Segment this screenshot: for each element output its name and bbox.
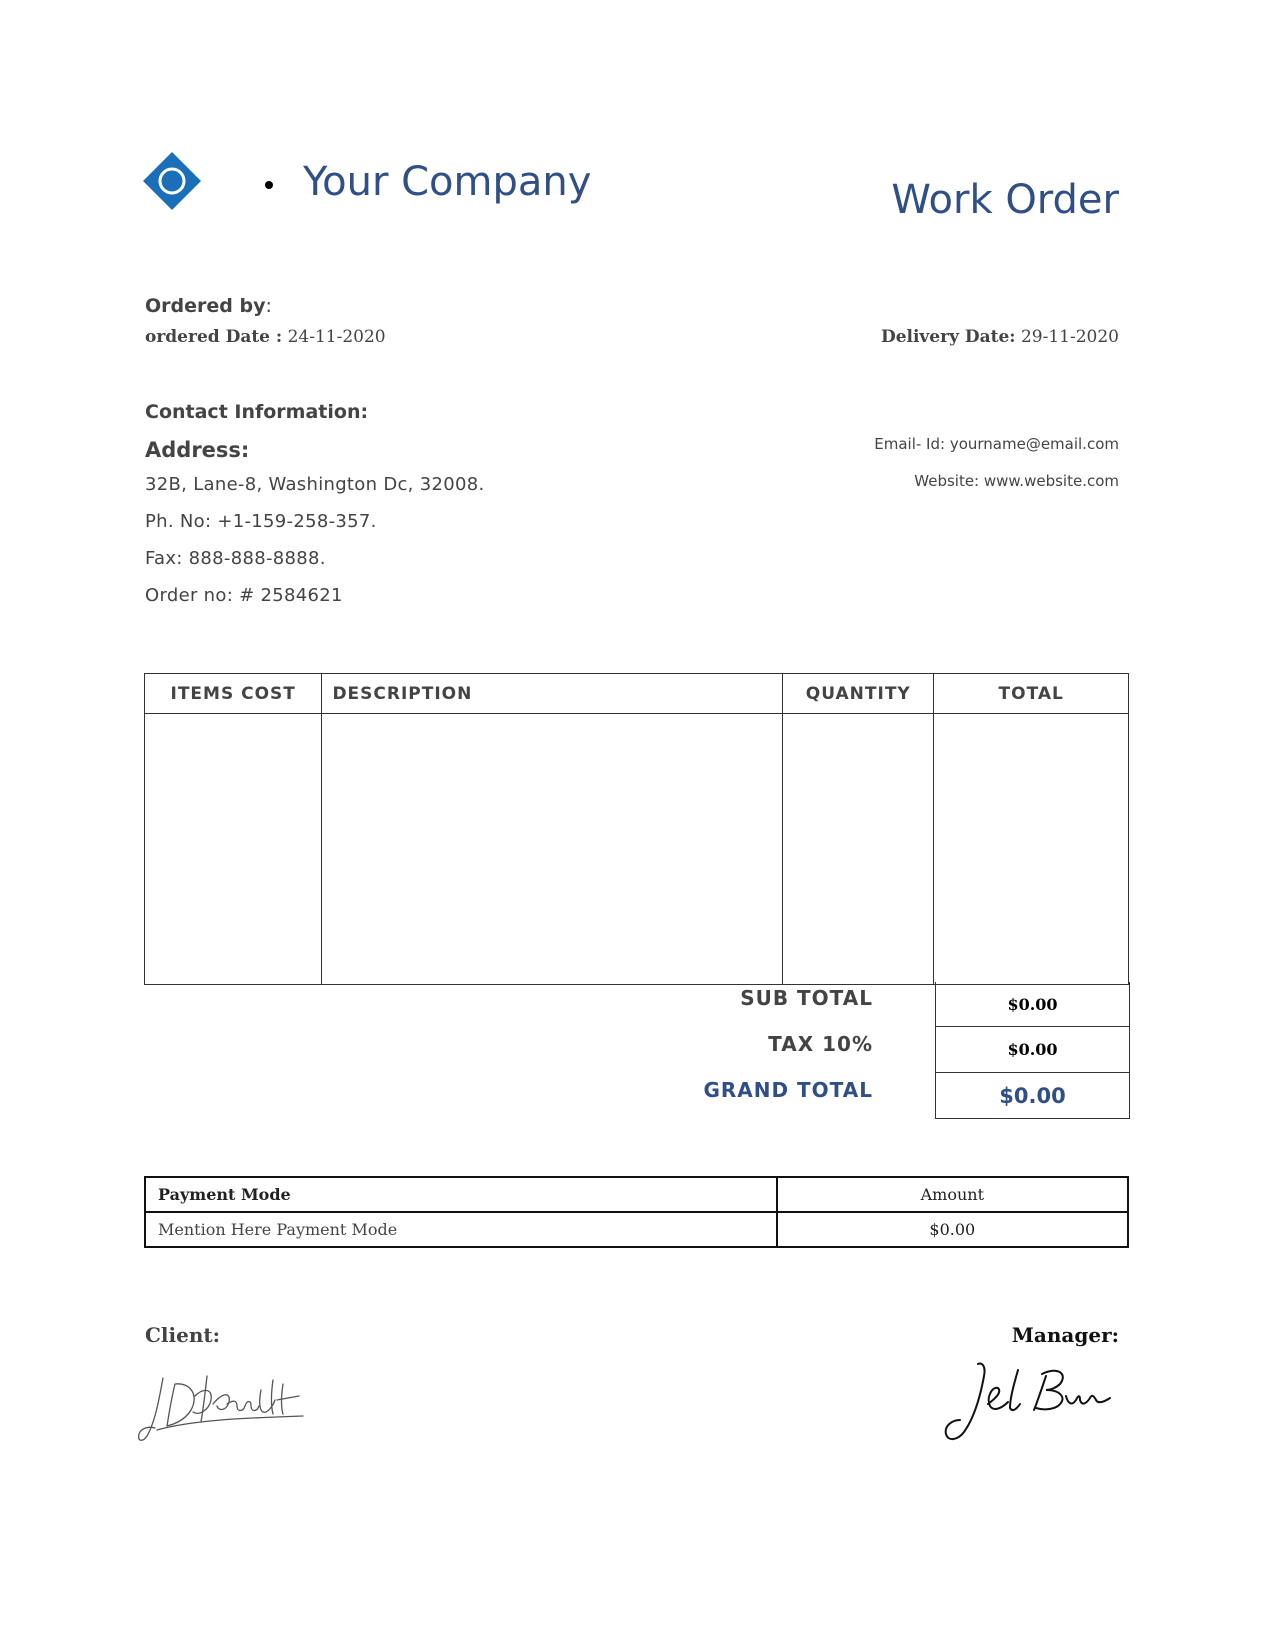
payment-table-header xyxy=(145,1177,1128,1212)
ordered-date xyxy=(145,326,386,348)
sub-total-label: SUB TOTAL xyxy=(740,986,873,1010)
description-cell[interactable] xyxy=(322,714,783,985)
phone-text: Ph. No: +1-159-258-357. xyxy=(145,511,377,532)
tax-value: $0.00 xyxy=(935,1027,1130,1073)
items-table-header xyxy=(145,674,1129,714)
address-label: Address: xyxy=(145,438,250,462)
header-payment-mode: Payment Mode xyxy=(145,1177,777,1212)
document-title: Work Order xyxy=(891,177,1119,223)
delivery-date xyxy=(881,326,1119,348)
total-cell[interactable] xyxy=(934,714,1129,985)
items-cost-cell[interactable] xyxy=(145,714,322,985)
payment-amount-cell[interactable]: $0.00 xyxy=(777,1212,1128,1247)
client-signature-image xyxy=(133,1370,313,1448)
ordered-date-label: ordered Date : xyxy=(145,327,283,347)
email-text: Email- Id: yourname@email.com xyxy=(874,435,1119,453)
company-logo-icon xyxy=(141,150,203,212)
items-table xyxy=(144,673,1129,985)
items-table-body xyxy=(145,714,1129,985)
quantity-cell[interactable] xyxy=(783,714,934,985)
address-text: 32B, Lane-8, Washington Dc, 32008. xyxy=(145,474,485,495)
grand-total-label: GRAND TOTAL xyxy=(703,1078,873,1102)
order-number: Order no: # 2584621 xyxy=(145,585,343,606)
ordered-by xyxy=(145,294,272,318)
fax-text: Fax: 888-888-8888. xyxy=(145,548,326,569)
payment-row xyxy=(145,1212,1128,1247)
client-label: Client: xyxy=(145,1323,220,1347)
contact-info-title: Contact Information: xyxy=(145,401,369,423)
tax-label: TAX 10% xyxy=(768,1032,873,1056)
manager-signature-image xyxy=(938,1358,1118,1448)
ordered-date-value: 24-11-2020 xyxy=(287,327,386,347)
header-description: DESCRIPTION xyxy=(322,674,783,714)
manager-label: Manager: xyxy=(1011,1323,1119,1347)
payment-table xyxy=(144,1176,1129,1248)
header-quantity: QUANTITY xyxy=(783,674,934,714)
grand-total-value: $0.00 xyxy=(935,1073,1130,1119)
payment-mode-cell[interactable]: Mention Here Payment Mode xyxy=(145,1212,777,1247)
ordered-by-colon: : xyxy=(265,295,272,317)
bullet-point xyxy=(265,181,273,189)
header-amount: Amount xyxy=(777,1177,1128,1212)
company-name: Your Company xyxy=(303,159,592,205)
delivery-date-label: Delivery Date: xyxy=(880,327,1016,347)
website-text: Website: www.website.com xyxy=(914,472,1119,490)
sub-total-value: $0.00 xyxy=(935,982,1130,1027)
delivery-date-value: 29-11-2020 xyxy=(1020,327,1119,347)
header-items-cost: ITEMS COST xyxy=(145,674,322,714)
header-total: TOTAL xyxy=(934,674,1129,714)
ordered-by-label: Ordered by xyxy=(145,295,266,317)
